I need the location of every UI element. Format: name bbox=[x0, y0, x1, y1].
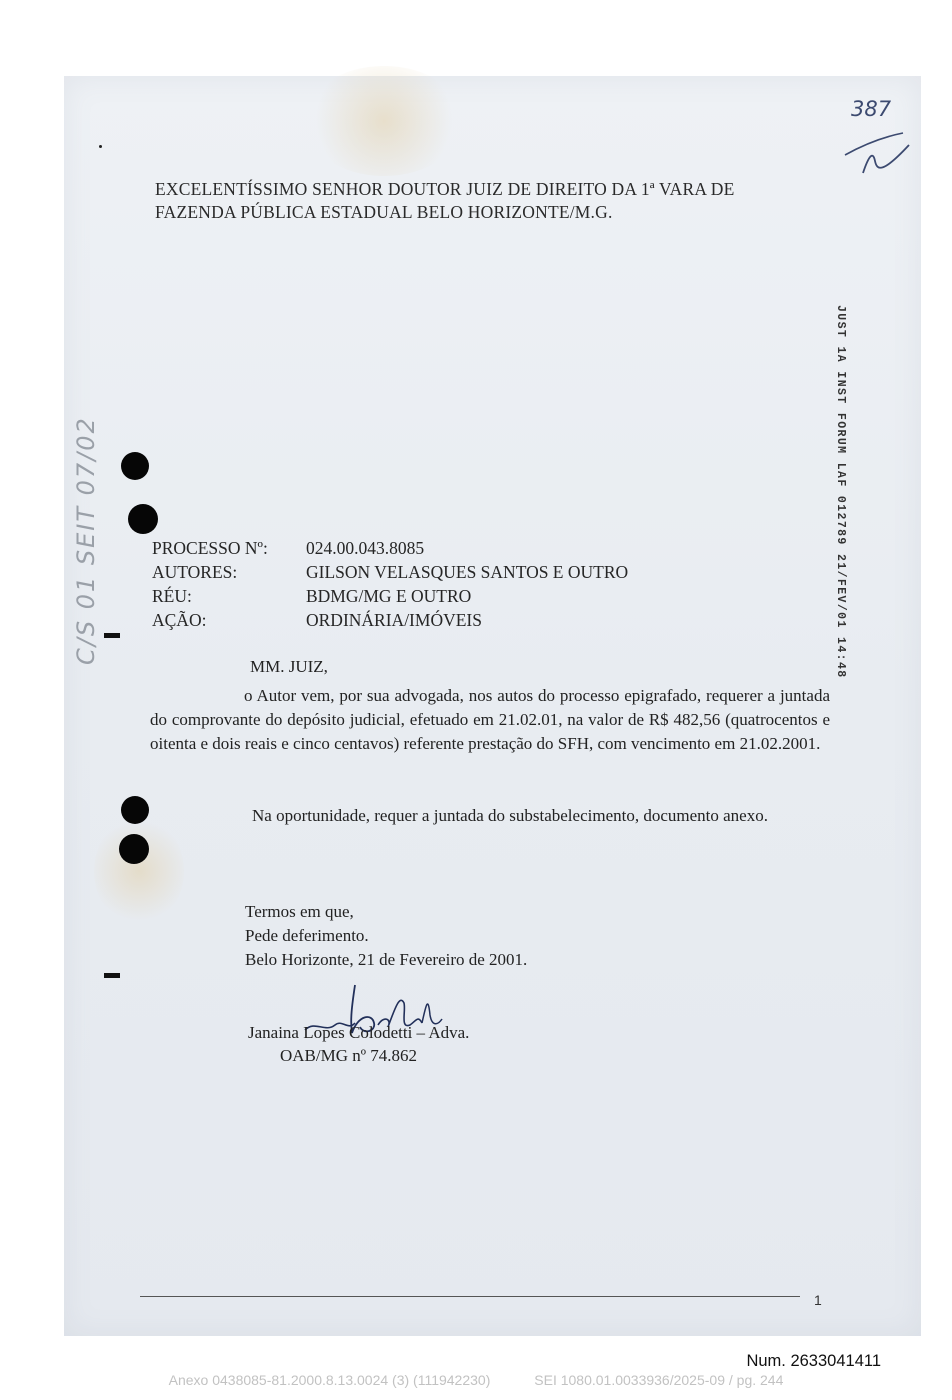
case-info-value: 024.00.043.8085 bbox=[306, 538, 425, 558]
signatory-oab: OAB/MG nº 74.862 bbox=[280, 1046, 418, 1065]
binder-mark bbox=[104, 633, 120, 638]
annex-reference: Anexo 0438085-81.2000.8.13.0024 (3) (111942230) bbox=[168, 1372, 491, 1388]
salutation: MM. JUIZ, bbox=[250, 657, 328, 676]
case-info-label: RÉU: bbox=[152, 586, 192, 606]
case-info-label: AÇÃO: bbox=[152, 610, 207, 630]
page-number: 1 bbox=[814, 1292, 822, 1308]
case-info-value: ORDINÁRIA/IMÓVEIS bbox=[306, 610, 482, 630]
closing-line-3: Belo Horizonte, 21 de Fevereiro de 2001. bbox=[245, 950, 528, 969]
punch-hole bbox=[121, 452, 149, 480]
case-info-value: GILSON VELASQUES SANTOS E OUTRO bbox=[306, 562, 629, 582]
speck bbox=[99, 145, 102, 148]
signatory-name: Janaina Lopes Colodetti – Adva. bbox=[248, 1023, 470, 1042]
document-num-id: Num. 2633041411 bbox=[746, 1352, 881, 1370]
paper-stain bbox=[94, 816, 184, 926]
footer-rule bbox=[140, 1296, 800, 1297]
punch-hole bbox=[128, 504, 158, 534]
case-info-label: PROCESSO Nº: bbox=[152, 538, 268, 558]
closing-line-2: Pede deferimento. bbox=[245, 926, 369, 945]
paper-stain bbox=[304, 66, 464, 176]
heading-line-2: FAZENDA PÚBLICA ESTADUAL BELO HORIZONTE/M.G. bbox=[155, 202, 613, 222]
folio-number: 387 bbox=[851, 97, 892, 121]
body-paragraph-2: Na oportunidade, requer a juntada do substabelecimento, documento anexo. bbox=[252, 806, 768, 825]
closing-block bbox=[245, 900, 527, 972]
document-heading bbox=[155, 178, 735, 224]
case-info-value: BDMG/MG E OUTRO bbox=[306, 586, 472, 606]
heading-line-1: EXCELENTÍSSIMO SENHOR DOUTOR JUIZ DE DIREITO DA 1ª VARA DE bbox=[155, 179, 735, 199]
case-info-label: AUTORES: bbox=[152, 562, 238, 582]
annex-footer bbox=[0, 1372, 952, 1388]
punch-hole bbox=[121, 796, 149, 824]
sei-reference: SEI 1080.01.0033936/2025-09 / pg. 244 bbox=[534, 1372, 784, 1388]
closing-line-1: Termos em que, bbox=[245, 902, 354, 921]
binder-mark bbox=[104, 973, 120, 978]
body-paragraph-1: o Autor vem, por sua advogada, nos autos do processo epigrafado, requerer a juntada do comprovante do depósito judicial, efetuado em 21.02.01, na valor de R$ 482,56 (quatrocentos e oitenta e dois reais e cinco centavos) referente prestação do SFH, com vencimento em 21.02.2001. bbox=[150, 686, 830, 753]
protocol-stamp: JUST 1A INST FORUM LAF 012789 21/FEV/01 14:48 bbox=[834, 305, 847, 679]
punch-hole bbox=[119, 834, 149, 864]
margin-annotation: C/S 01 SEIT 07/02 bbox=[72, 416, 100, 665]
folio-check-mark bbox=[843, 115, 913, 205]
